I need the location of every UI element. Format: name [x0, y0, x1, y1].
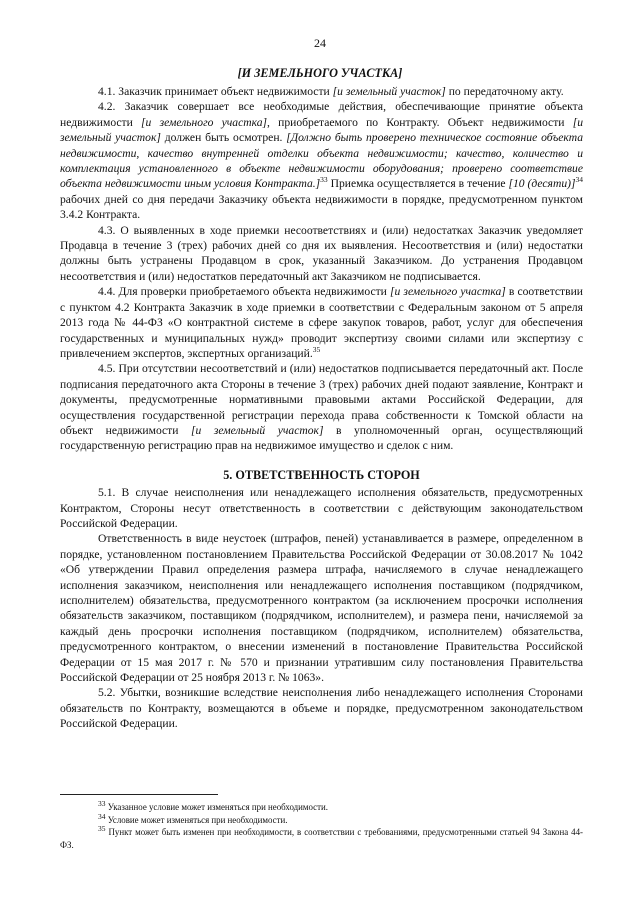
footnote-35: $^{35}$ Пункт может быть изменен при необходимости, в соответствии с требованиями, предусмотренными статьей 94 Закона 44-ФЗ. [60, 824, 583, 850]
document-body [60, 60, 583, 732]
page-number: 24 [314, 36, 326, 50]
paragraph-5-1-liability: Ответственность в виде неустоек (штрафов, пеней) устанавливается в размере, определенном в порядке, установленном постановлением Правительства Российской Федерации от 30.08.2017 № 1042 «Об утверждении Правил определения размера штрафа, начисляемого в случае ненадлежащего исполнения заказчиком, неисполнения или ненадлежащего исполнения поставщиком (подрядчиком, исполнителем) обязательства, предусмотренного контрактом (за исключением просрочки исполнения обязательств заказчиком, поставщиком (подрядчиком, исполнителем), и размера пени, начисляемой за каждый день просрочки исполнения поставщиком (подрядчиком, исполнителем) обязательства, предусмотренного контрактом, о внесении изменений в постановление Правительства Российской Федерации от 15 мая 2017 г. № 570 и признании утратившим силу постановления Правительства Российской Федерации от 25 ноября 2013 г. № 1063». [60, 532, 583, 685]
section-title-land-plot: [И ЗЕМЕЛЬНОГО УЧАСТКА] [237, 66, 403, 80]
footnote-ref-35: 35 [312, 345, 321, 355]
footnote-divider [60, 794, 218, 795]
footnote-33: $^{33}$ Указанное условие может изменяться при необходимости. [98, 799, 328, 812]
footnote-34: $^{34}$ Условие может изменяться при необходимости. [98, 811, 288, 825]
paragraph-4-4: 4.4. Для проверки приобретаемого объекта недвижимости [и земельного участка] в соответствии с пунктом 4.2 Контракта Заказчик в ходе приемки в соответствии с Федеральным законом от 5 апреля 2013 года № 44-ФЗ «О контрактной системе в сфере закупок товаров, работ, услуг для обеспечения государственных и муниципальных нужд» проводит экспертизу своими силами или экспертизу с привлечением экспертов, экспертных организаций.$^{35}$ [60, 285, 583, 360]
paragraph-4-2: 4.2. Заказчик совершает все необходимые действия, обеспечивающие принятие объекта недвижимости [и земельного участка], приобретаемого по Контракту. Объект недвижимости [и земельный участок] должен быть осмотрен. [Должно быть проверено техническое состояние объекта недвижимости, качество внутренней отделки объекта недвижимости; качество, количество и комплектация установленного в объекте недвижимости оборудования; проверено соответствие объекта недвижимости иным условия Контракта.]$^{33}$ Приемка осуществляется в течение [10 (десяти)]$^{34}$ рабочих дней со дня передачи Заказчику объекта недвижимости в порядке, предусмотренном пунктом 3.4.2 Контракта. [60, 100, 584, 222]
footnote-ref-34: 34 [575, 175, 583, 185]
section-5-title: 5. ОТВЕТСТВЕННОСТЬ СТОРОН [223, 467, 420, 482]
paragraph-5-2: 5.2. Убытки, возникшие вследствие неисполнения либо ненадлежащего исполнения Сторонами обязательств по Контракту, возмещаются в объеме и порядке, предусмотренном законодательством Российской Федерации. [60, 686, 583, 731]
paragraph-4-1: 4.1. Заказчик принимает объект недвижимости [и земельный участок] по передаточному акту. [98, 85, 564, 98]
paragraph-4-5: 4.5. При отсутствии несоответствий и (или) недостатков подписывается передаточный акт. После подписания передаточного акта Стороны в течение 3 (трех) рабочих дней подают заявление, Контракт и документы, предусмотренные нормативными правовыми актами Российской Федерации, для осуществления государственной регистрации перехода права собственности к Томской области на объект недвижимости [и земельный участок] в уполномоченный орган, осуществляющий государственную регистрацию прав на недвижимое имущество и сделок с ним. [60, 362, 583, 453]
footnote-ref-33: 33 [320, 175, 328, 185]
footnotes [60, 794, 583, 851]
paragraph-5-1: 5.1. В случае неисполнения или ненадлежащего исполнения обязательств, предусмотренных Контрактом, Стороны несут ответственность в соответствии с действующим законодательством Российской Федерации. [60, 486, 583, 530]
paragraph-4-3: 4.3. О выявленных в ходе приемки несоответствиях и (или) недостатках Заказчик уведомляет Продавца в течение 3 (трех) рабочих дней со дня их выявления. Несоответствия и (или) недостатки должны быть устранены Продавцом в срок, указанный Заказчиком. До устранения Продавцом несоответствия и (или) недостатков передаточный акт Заказчиком не подписывается. [60, 223, 583, 283]
